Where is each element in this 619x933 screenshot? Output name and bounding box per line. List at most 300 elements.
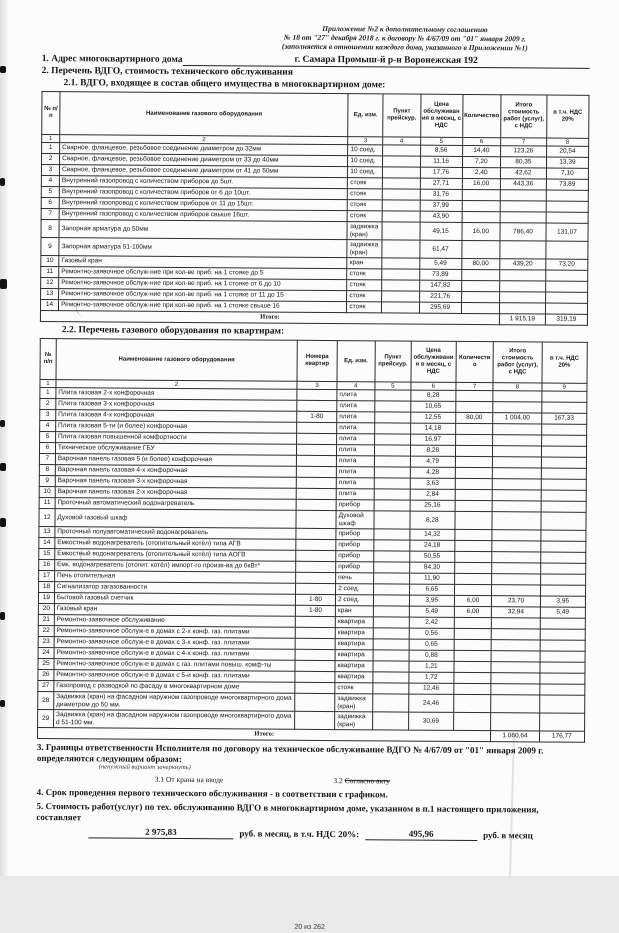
cell-punkt (375, 390, 411, 401)
cell-total (500, 270, 546, 281)
cell-unit: задвижка (кран) (335, 712, 373, 730)
cell-name: Газопровод с разводкой по фасаду в многоквартирном доме (54, 681, 295, 694)
column-header: 7 (456, 382, 494, 390)
cell-price: 8,28 (410, 511, 455, 529)
cell-unit: 10 соед. (348, 145, 383, 156)
cell-total (493, 490, 541, 501)
cell-price: 8,56 (420, 145, 462, 156)
cell-total (493, 402, 541, 413)
scan-artifact (0, 178, 5, 186)
cell-name: Запорная арматура 51-100мм (59, 238, 347, 258)
cell-total (500, 201, 546, 212)
cell-total (493, 457, 541, 468)
cell-price: 17,76 (420, 167, 462, 178)
cell-n: 14 (40, 299, 58, 310)
cell-total (500, 190, 546, 201)
cell-n: 20 (38, 603, 54, 614)
cell-price: 8,28 (411, 390, 456, 401)
cell-vat (539, 673, 585, 684)
cell-flats (295, 711, 335, 729)
cell-n: 23 (38, 636, 54, 647)
cell-price: 84,30 (410, 562, 455, 573)
cell-vat (541, 490, 587, 501)
cell-n: 13 (41, 288, 59, 299)
cell-price: 73,89 (419, 269, 461, 280)
cell-unit: квартира (335, 639, 373, 650)
cell-unit: стояк (347, 211, 382, 222)
cell-flats (295, 616, 335, 627)
cell-name: Варочная панель газовая 5 (и более) конфорочная (55, 454, 296, 467)
column-header: 6 (462, 137, 500, 145)
cell-vat: 13,39 (546, 157, 588, 168)
scan-artifact (0, 700, 5, 707)
cell-vat: 167,33 (541, 413, 587, 424)
monthly-cost-value: 2 975,83 (88, 825, 233, 839)
cell-price: 61,47 (419, 240, 461, 258)
responsibility-options (155, 775, 585, 788)
column-header: Наименование газового оборудования (60, 92, 349, 137)
cell-price: 4,28 (410, 467, 455, 478)
cell-qty (454, 551, 492, 562)
column-header: в т.ч. НДС 20% (542, 342, 588, 383)
cell-name: Ремонтно-заявочное обслуживание (54, 615, 295, 628)
cell-punkt (382, 291, 419, 302)
section-2-title: 2. Перечень ВДГО, стоимость технического обслуживания (41, 65, 293, 78)
cell-unit: прибор (336, 562, 374, 573)
cell-total: 32,94 (492, 607, 540, 618)
cell-name: Ремонтно-заявочное обслуж-е в домах с газ. плитами повыш. комф-ты (54, 659, 295, 672)
option-3-2 (333, 776, 390, 786)
cell-name: Внутренний газопровод с количеством приборов от 6 до 10шт. (59, 187, 347, 200)
column-header: Цена обслуживания в месяц, с НДС (420, 94, 462, 137)
cell-punkt (374, 467, 410, 478)
cell-unit: плита (337, 401, 375, 412)
cell-name: Газовый кран (54, 604, 295, 617)
scan-artifact (0, 518, 6, 527)
cell-unit: прибор (336, 540, 374, 551)
cell-name: Ремонтно-заявочное обслуж-е в домах с 5-и конф. газ. плитами (54, 670, 295, 683)
section-3-line2: определяются следующим образом: (36, 752, 182, 764)
cell-punkt (373, 595, 409, 606)
cell-vat: 7,10 (546, 168, 588, 179)
cell-n: 12 (39, 508, 55, 526)
cell-vat (545, 303, 587, 314)
cell-qty: 14,40 (462, 145, 500, 156)
cell-flats (296, 477, 336, 488)
total-sum: 1 915,19 (499, 314, 545, 325)
cell-total (500, 281, 546, 292)
cell-qty (455, 500, 493, 511)
option-3-2-struck-text: Согласно акту (344, 776, 390, 786)
cell-name: Емкостный водонагреватель (отопительный котёл) типа АОГВ (55, 549, 296, 562)
section-3-line1: 3. Границы ответственности Исполнителя по договору на техническое обслуживание ВДГО № 4/67/09 от "01" января 2009 г. (36, 741, 544, 756)
cell-unit: 2 соед. (335, 595, 373, 606)
cell-flats (297, 422, 337, 433)
cell-qty (454, 661, 492, 672)
cell-qty (453, 694, 491, 712)
cell-price: 147,82 (419, 280, 461, 291)
cell-name: Ремонтно-заявочное обслуж-ние при кол-ве приб. на 1 стояке до 5 (59, 267, 347, 280)
cell-price: 0,65 (409, 639, 454, 650)
cell-vat (540, 585, 586, 596)
cell-unit: кран (347, 258, 382, 269)
cell-unit: 10 соед. (348, 156, 383, 167)
column-header: Пункт прейскур. (383, 94, 420, 137)
table-header-row (42, 92, 589, 139)
cell-n: 19 (38, 592, 54, 603)
cell-total (493, 468, 541, 479)
cell-n: 22 (38, 625, 54, 636)
cell-total (492, 552, 540, 563)
cell-unit: прибор (336, 551, 374, 562)
cell-unit: квартира (335, 650, 373, 661)
cell-flats (297, 444, 337, 455)
cell-name: Ремонтно-заявочное обслуж-ние при кол-ве приб. на 1 стояке свыше 16 (59, 300, 347, 313)
cell-name: Бытовой газовый счетчик (54, 593, 295, 606)
cell-price: 3,95 (409, 595, 454, 606)
column-header: 3 (348, 137, 383, 145)
cell-price: 14,32 (410, 529, 455, 540)
cell-qty: 6,00 (454, 595, 492, 606)
cell-vat (541, 457, 587, 468)
column-header: 2 (56, 380, 297, 390)
cell-flats (297, 400, 337, 411)
cell-vat (539, 695, 585, 713)
table-header-row (40, 338, 587, 383)
cell-unit: задвижка (кран) (335, 694, 373, 712)
cell-flats (295, 649, 335, 660)
section-4: 4. Срок проведения первого технического обслуживания - в соответствии с графиком. (36, 786, 388, 800)
cell-qty (455, 423, 493, 434)
cell-vat (541, 512, 587, 530)
cell-price: 5,49 (409, 606, 454, 617)
cell-qty (454, 628, 492, 639)
cell-punkt (383, 178, 420, 189)
cell-punkt (373, 639, 409, 650)
column-header: Количество (462, 94, 501, 137)
cell-total (493, 501, 541, 512)
apartment-equipment-table (37, 338, 588, 743)
cell-n: 6 (39, 442, 55, 453)
cell-total (499, 303, 545, 314)
cell-qty (462, 200, 500, 211)
cell-n: 28 (38, 691, 54, 709)
cell-vat (546, 212, 588, 223)
cell-name: Ремонтно-заявочное обслуж-е в домах с 3-х конф. газ. плитами (54, 637, 295, 650)
cell-price: 50,55 (410, 551, 455, 562)
cell-punkt (383, 200, 420, 211)
cell-qty (455, 529, 493, 540)
section-2-2-title: 2.2. Перечень газового оборудования по квартирам: (61, 325, 285, 337)
cell-punkt (383, 167, 420, 178)
cell-unit: квартира (335, 617, 373, 628)
cell-punkt (382, 280, 419, 291)
cell-qty (455, 434, 493, 445)
cell-qty (454, 672, 492, 683)
cell-punkt (382, 258, 419, 269)
cell-flats (295, 671, 335, 682)
cell-unit: плита (337, 423, 375, 434)
cell-unit: 2 соед. (336, 584, 374, 595)
cell-n: 11 (39, 497, 55, 508)
cell-price: 24,46 (409, 694, 454, 712)
cell-qty (454, 639, 492, 650)
cell-qty (454, 562, 492, 573)
cell-total (493, 391, 541, 402)
cell-name: Емкостный водонагреватель (отопительный котёл) типа АГВ (55, 538, 296, 551)
cell-qty: 16,00 (462, 222, 500, 240)
cell-name: Проточный полуавтоматический водонагреватель (55, 527, 296, 540)
cell-name: Ремонтно-заявочное обслуж-е в домах с 2-х конф. газ. плитами (54, 626, 295, 639)
cell-total: 439,20 (500, 259, 546, 270)
cell-flats (296, 572, 336, 583)
cell-vat (546, 190, 588, 201)
cell-total: 1 004,00 (493, 413, 541, 424)
cell-name: Сварное, фланцевое, резьбовое соединение диаметром от 33 до 40мм (60, 154, 348, 167)
cell-unit: стояк (347, 269, 382, 280)
cell-name: Плита газовая 4-х конфорочная (56, 410, 297, 423)
cell-n: 3 (41, 165, 59, 176)
cell-qty (455, 445, 493, 456)
cell-n: 26 (38, 669, 54, 680)
cell-unit: стояк (348, 189, 383, 200)
cell-vat (540, 662, 586, 673)
cell-total (492, 618, 540, 629)
cell-total (491, 662, 539, 673)
cell-qty (455, 467, 493, 478)
cell-punkt (374, 500, 410, 511)
cell-flats (295, 693, 335, 711)
cell-flats: 1-80 (297, 411, 337, 422)
cell-unit: плита (337, 390, 375, 401)
cell-total: 786,40 (500, 223, 546, 241)
page-number: 20 из 262 (294, 923, 325, 931)
appendix-header (220, 23, 590, 53)
cell-qty: 80,00 (455, 412, 493, 423)
cell-name: Внутренний газопровод с количеством приборов до 5шт. (59, 176, 347, 189)
cell-unit: плита (336, 489, 374, 500)
cell-vat: 20,54 (546, 146, 588, 157)
cell-vat: 5,49 (540, 607, 586, 618)
cell-punkt (373, 562, 409, 573)
cell-punkt (374, 456, 410, 467)
cell-n: 7 (39, 453, 55, 464)
column-header: Итого стоимость работ (услуг), с НДС (501, 95, 547, 138)
cell-punkt (374, 478, 410, 489)
cell-vat: 73,89 (546, 179, 588, 190)
cell-flats (296, 550, 336, 561)
monthly-vat-value: 495,96 (365, 827, 477, 841)
appendix-line: (заполняется в отношении каждого дома, указанного в Приложении №1) (281, 41, 528, 53)
cell-total (492, 629, 540, 640)
cell-unit: стояк (335, 683, 373, 694)
cell-name: Внутренний газопровод с количеством приборов свыше 16шт. (59, 209, 347, 222)
cell-flats (297, 433, 337, 444)
column-header: 7 (501, 138, 547, 146)
cell-name: Духовой газовый шкаф (55, 509, 296, 529)
option-3-1: 3.1 От крана на вводе (154, 774, 224, 785)
cell-unit: прибор (336, 500, 374, 511)
cell-unit: плита (337, 445, 375, 456)
cell-flats (295, 638, 335, 649)
cell-total (492, 530, 540, 541)
cell-n: 9 (39, 475, 55, 486)
cell-punkt (382, 222, 419, 240)
cell-price: 5,49 (419, 258, 461, 269)
scan-artifact (0, 66, 6, 73)
column-header: Ед. изм. (348, 94, 383, 137)
cell-price: 4,79 (410, 456, 455, 467)
column-header: Номера квартир (297, 340, 337, 381)
cell-qty (461, 302, 499, 313)
cell-unit: стояк (347, 291, 382, 302)
scan-artifact (0, 279, 7, 289)
cell-price: 37,99 (420, 200, 462, 211)
cell-qty (454, 617, 492, 628)
cell-unit: 10 соед. (348, 167, 383, 178)
cell-flats (297, 389, 337, 400)
cell-n: 7 (41, 208, 59, 219)
cell-price: 12,46 (409, 683, 454, 694)
column-header: 4 (337, 382, 375, 390)
cell-qty: 16,00 (462, 178, 500, 189)
cell-price: 25,16 (410, 500, 455, 511)
cell-unit: плита (336, 456, 374, 467)
cell-n: 4 (40, 420, 56, 431)
cell-vat: 73,20 (546, 259, 588, 270)
cell-total (492, 574, 540, 585)
cell-unit: Духовой шкаф (336, 511, 374, 529)
cell-n: 15 (39, 548, 55, 559)
cell-qty (454, 650, 492, 661)
cell-flats (296, 510, 336, 528)
cell-name: Плита газовая 3-х конфорочная (56, 399, 297, 412)
cell-name: Сигнализатор загазованности (54, 582, 295, 595)
cell-vat (539, 713, 585, 731)
cell-flats (296, 499, 336, 510)
cell-qty (453, 712, 491, 730)
cell-total: 42,62 (500, 168, 546, 179)
cell-name: Техническое обслуживание ГБУ (55, 443, 296, 456)
cell-n: 27 (38, 680, 54, 691)
cell-price: 24,18 (410, 540, 455, 551)
cell-punkt (373, 584, 409, 595)
cell-vat (541, 435, 587, 446)
cell-qty (455, 401, 493, 412)
cell-unit: печь (336, 573, 374, 584)
column-header: 8 (493, 383, 541, 391)
cell-punkt (373, 606, 409, 617)
cell-qty (456, 390, 494, 401)
cell-vat (541, 468, 587, 479)
cell-name: Варочная панель газовая 2-х конфорочная (55, 487, 296, 500)
cell-flats: 1-80 (295, 605, 335, 616)
cell-unit: стояк (347, 302, 382, 313)
cell-n: 10 (39, 486, 55, 497)
cell-vat (545, 292, 587, 303)
cell-punkt (382, 302, 419, 313)
cell-price: 12,55 (411, 412, 456, 423)
section-5: 5. Стоимость работ(услуг) по тех. обслуживанию ВДГО в многоквартирном доме, указанном в п.1 настоящего приложения, составляет (36, 800, 539, 823)
cell-flats (295, 682, 335, 693)
cell-price: 0,88 (409, 650, 454, 661)
cell-total (493, 479, 541, 490)
cell-total (492, 585, 540, 596)
column-header: 3 (297, 381, 337, 389)
cell-flats: 1-80 (296, 594, 336, 605)
document-content (36, 22, 590, 933)
cell-name: Задвижка (кран) на фасадном наружном газопроводе многоквартирного дома диаметром до 50 мм. (54, 692, 295, 712)
column-header: № п/п (40, 338, 56, 379)
cell-price: 14,18 (410, 423, 455, 434)
cell-total (493, 435, 541, 446)
cell-vat: 3,95 (540, 596, 586, 607)
column-header: 4 (383, 137, 420, 145)
cell-unit: квартира (335, 628, 373, 639)
cell-name: Ремонтно-заявочное обслуж-ние при кол-ве приб. на 1 стояке от 6 до 10 (59, 278, 347, 291)
monthly-vat-suffix: руб. в месяц (483, 830, 533, 841)
cell-price: 43,90 (420, 211, 462, 222)
column-header: Пункт прейскур. (375, 341, 411, 382)
cell-punkt (374, 412, 410, 423)
cell-unit: задвижка (кран) (347, 240, 382, 258)
cell-vat (540, 552, 586, 563)
cell-price: 8,28 (410, 445, 455, 456)
cell-vat (541, 424, 587, 435)
cell-punkt (372, 712, 408, 730)
scan-artifact (0, 463, 6, 471)
cell-total (493, 424, 541, 435)
cell-total (491, 713, 539, 731)
cell-n: 3 (40, 409, 56, 420)
cell-n: 12 (41, 277, 59, 288)
cell-flats (295, 627, 335, 638)
total-label: Итого: (37, 727, 491, 741)
cell-n: 24 (38, 647, 54, 658)
cell-unit: стояк (348, 200, 383, 211)
cell-total (500, 212, 546, 223)
cell-price: 49,15 (420, 222, 462, 240)
cell-vat (541, 402, 587, 413)
cell-punkt (375, 401, 411, 412)
cell-name: Внутренний газопровод с количеством приборов от 11 до 15шт. (59, 198, 347, 211)
cell-total: 443,36 (500, 179, 546, 190)
cell-unit: стояк (347, 280, 382, 291)
cell-total (491, 651, 539, 662)
cell-vat (541, 501, 587, 512)
cell-qty (455, 511, 493, 529)
cell-name: Ремонтно-заявочное обслуж-е в домах с 4-х конф. газ. плитами (54, 648, 295, 661)
column-header: Итого стоимость работ (услуг), с НДС (493, 342, 541, 383)
cell-vat (540, 640, 586, 651)
cell-name: Варочная панель газовая 3-х конфорочная (55, 476, 296, 489)
cell-vat (540, 530, 586, 541)
cell-vat (546, 241, 588, 259)
cell-qty (454, 683, 492, 694)
cell-qty (461, 280, 499, 291)
cell-qty (455, 456, 493, 467)
cell-price: 3,63 (410, 478, 455, 489)
cell-total (492, 640, 540, 651)
column-header: 6 (411, 382, 456, 390)
cell-vat (540, 629, 586, 640)
cell-price: 11,90 (409, 573, 454, 584)
cell-vat (546, 201, 588, 212)
cell-n: 1 (42, 143, 60, 154)
cell-qty: 7,20 (462, 156, 500, 167)
cell-n: 14 (39, 537, 55, 548)
total-vat: 319,19 (545, 314, 587, 325)
